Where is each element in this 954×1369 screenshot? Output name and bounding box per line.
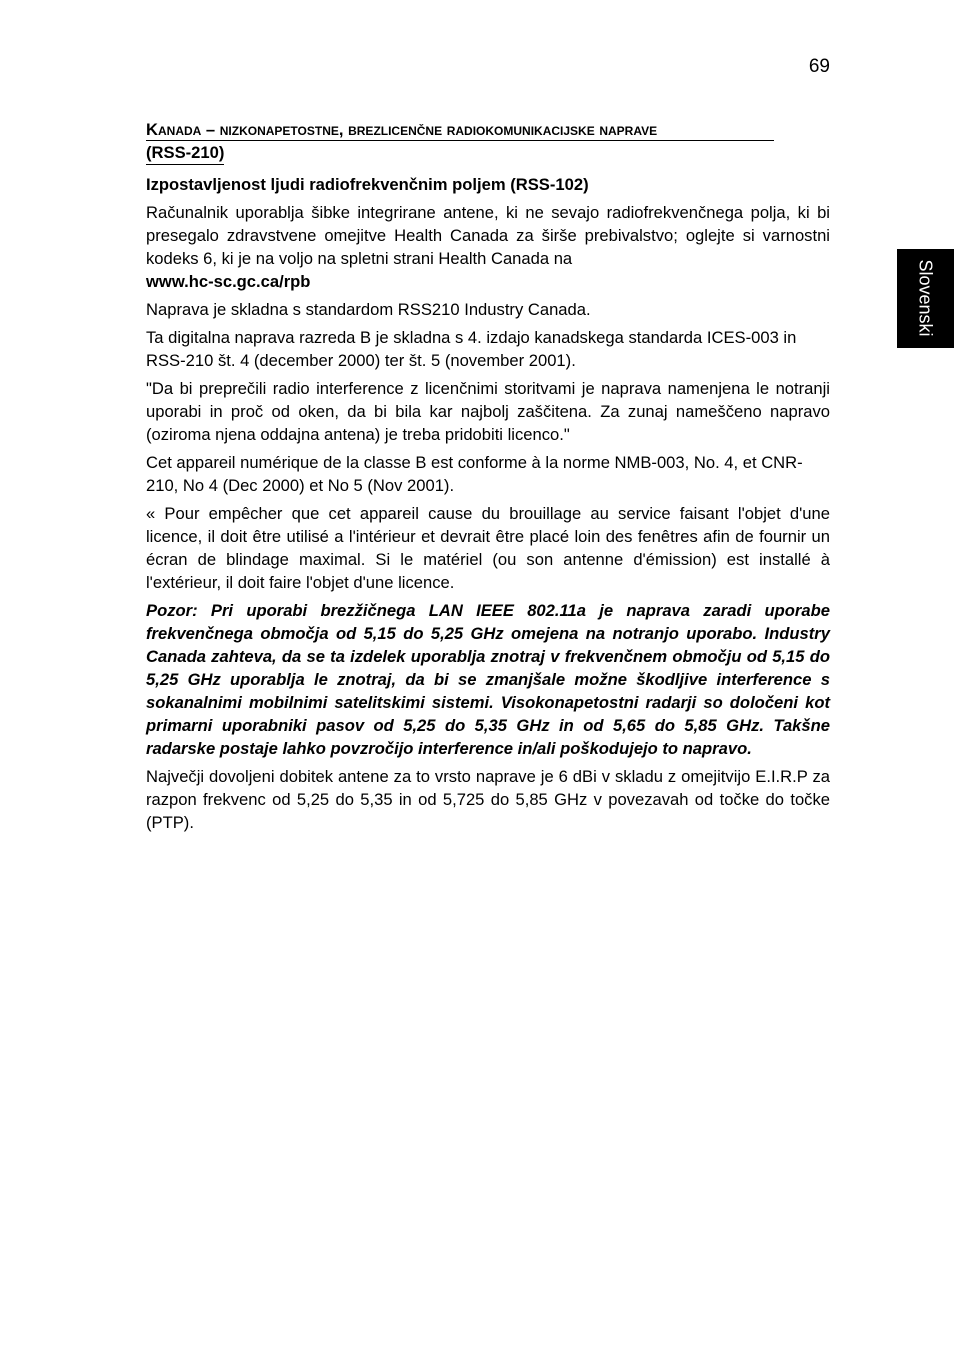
warning-paragraph: Pozor: Pri uporabi brezžičnega LAN IEEE 802.11a je naprava zaradi uporabe frekvenčnega območja od 5,15 do 5,25 GHz omejena na notranjo uporabo. Industry Canada zahteva, da se ta izdelek uporablja znotraj v frekvenčnem območju od 5,15 do 5,25 GHz uporablja le znotraj, da bi se zmanjšale možne škodljive interference s sokanalnimi mobilnimi satelitskimi sistemi. Visokonapetostni radarji so določeni kot primarni uporabniki pasov od 5,25 do 5,35 GHz in od 5,65 do 5,85 GHz. Takšne radarske postaje lahko povzročijo interference in/ali poškodujejo to napravo. (146, 601, 830, 758)
language-tab-label: Slovenski (915, 259, 936, 337)
paragraph-antenna-gain: Največji dovoljeni dobitek antene za to vrsto naprave je 6 dBi v skladu z omejitvijo E.I.R.P za razpon frekvenc od 5,25 do 5,35 in od 5,725 do 5,85 GHz v povezavah od točke do točke (PTP). (146, 767, 830, 832)
paragraph-antenna (146, 201, 830, 293)
paragraph-interference-quote: "Da bi preprečili radio interference z licenčnimi storitvami je naprava namenjena le notranji uporabi in proč od oken, da bi bila kar najbolj zaščitena. Za zunaj nameščeno napravo (oziroma njena oddajna antena) je treba pridobiti licenco." (146, 379, 830, 444)
section-subtitle: Izpostavljenost ljudi radiofrekvenčnim poljem (RSS-102) (146, 175, 589, 194)
language-tab (897, 249, 954, 348)
paragraph-french-nmb003: Cet appareil numérique de la classe B est conforme à la norme NMB-003, No. 4, et CNR-210, No 4 (Dec 2000) et No 5 (Nov 2001). (146, 453, 803, 495)
page-content (146, 119, 830, 839)
section-title-code: (RSS-210) (146, 142, 224, 165)
health-canada-link[interactable]: www.hc-sc.gc.ca/rpb (146, 272, 311, 291)
paragraph-ices003: Ta digitalna naprava razreda B je skladna s 4. izdajo kanadskega standarda ICES-003 in RSS-210 št. 4 (december 2000) ter št. 5 (november 2001). (146, 328, 797, 370)
page-number: 69 (808, 56, 830, 77)
paragraph-french-licence: « Pour empêcher que cet appareil cause du brouillage au service faisant l'objet d'une licence, il doit être utilisé a l'intérieur et devrait être placé loin des fenêtres afin de fournir un écran de blindage maximal. Si le matériel (ou son antenne d'émission) est installé à l'extérieur, il doit faire l'objet d'une licence. (146, 504, 830, 592)
paragraph-rss210: Naprava je skladna s standardom RSS210 Industry Canada. (146, 300, 591, 319)
section-title: Kanada – nizkonapetostne, brezlicenčne radiokomunikacijske naprave (146, 119, 774, 141)
paragraph-antenna-text: Računalnik uporablja šibke integrirane antene, ki ne sevajo radiofrekvenčnega polja, ki bi presegalo zdravstvene omejitve Health Canada za širše prebivalstvo; oglejte si varnostni kodeks 6, ki je na voljo na spletni strani Health Canada na (146, 203, 830, 268)
